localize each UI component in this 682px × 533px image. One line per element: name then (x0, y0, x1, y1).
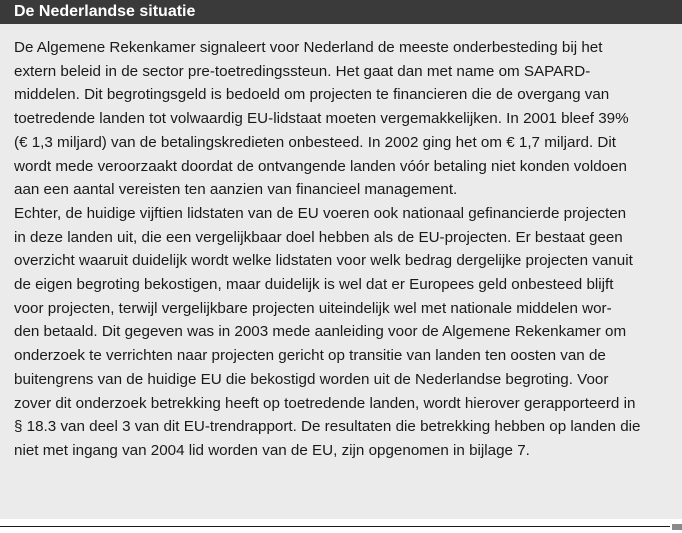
text-line: aan een aantal vereisten ten aanzien van financieel management. (14, 181, 458, 199)
text-line: de eigen begroting bekostigen, maar duidelijk is wel dat er Europees geld onbesteed blijft (14, 276, 614, 294)
text-line: Echter, de huidige vijftien lidstaten van de EU voeren ook nationaal gefinancierde projecten (14, 204, 627, 222)
text-line: in deze landen uit, die een vergelijkbaar doel hebben als de EU-projecten. Er bestaat geen (14, 228, 623, 246)
text-line: niet met ingang van 2004 lid worden van de EU, zijn opgenomen in bijlage 7. (14, 441, 530, 459)
text-line: middelen. Dit begrotingsgeld is bedoeld om projecten te financieren die de overgang van (14, 86, 610, 104)
text-line: toetredende landen tot volwaardig EU-lidstaat moeten vergemakkelijken. In 2001 bleef 39% (14, 110, 629, 128)
bottom-rule-end-marker (672, 524, 682, 530)
text-line: den betaald. Dit gegeven was in 2003 mede aanleiding voor de Algemene Rekenkamer om (14, 323, 627, 341)
text-line: voor projecten, terwijl vergelijkbare projecten uiteindelijk wel met nationale middelen wor- (14, 299, 612, 317)
bottom-rule (0, 526, 670, 527)
text-line: buitengrens van de huidige EU die bekostigd worden uit de Nederlandse begroting. Voor (14, 370, 609, 388)
text-line: onderzoek te verrichten naar projecten gericht op transitie van landen ten oosten van de (14, 347, 606, 365)
text-line: wordt mede veroorzaakt doordat de ontvangende landen vóór betaling niet konden voldoen (14, 157, 627, 175)
text-line: extern beleid in de sector pre-toetredingssteun. Het gaat dan met name om SAPARD- (14, 62, 591, 80)
text-line: (€ 1,3 miljard) van de betalingskredieten onbesteed. In 2002 ging het om € 1,7 miljard. Dit (14, 133, 616, 151)
box-header (0, 0, 682, 24)
text-line: overzicht waaruit duidelijk wordt welke lidstaten voor welk bedrag dergelijke projecten vanuit (14, 252, 633, 270)
body-text (14, 36, 678, 463)
text-line: De Algemene Rekenkamer signaleert voor Nederland de meeste onderbesteding bij het (14, 39, 603, 56)
text-line: § 18.3 van deel 3 van dit EU-trendrapport. De resultaten die betrekking hebben op landen die (14, 418, 641, 436)
box-title: De Nederlandse situatie (14, 3, 196, 20)
text-line: zover dit onderzoek betrekking heeft op toetredende landen, wordt hierover gerapporteerd in (14, 394, 636, 412)
